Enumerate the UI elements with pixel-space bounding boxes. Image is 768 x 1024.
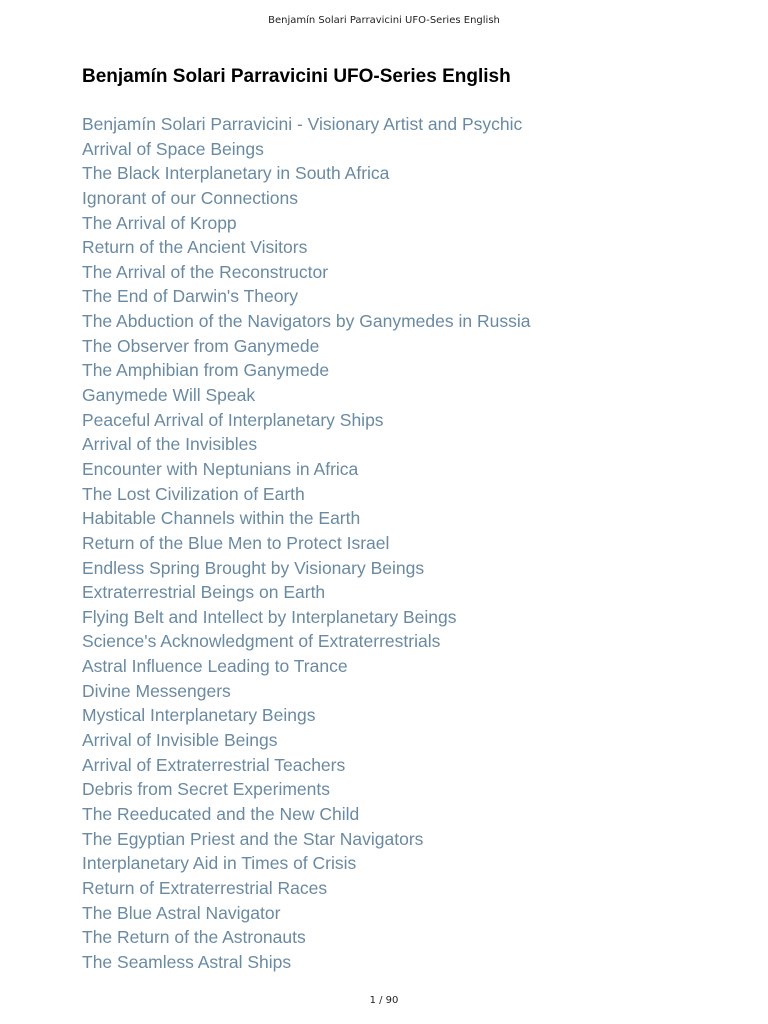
toc-link[interactable]: Endless Spring Brought by Visionary Beings [82, 557, 425, 578]
toc-item [82, 876, 530, 901]
toc-link[interactable]: The Abduction of the Navigators by Ganymedes in Russia [82, 311, 531, 332]
toc-item [82, 383, 530, 408]
toc-item [82, 432, 530, 457]
toc-link[interactable]: Flying Belt and Intellect by Interplanetary Beings [82, 606, 457, 627]
toc-item [82, 901, 530, 926]
toc-link[interactable]: Mystical Interplanetary Beings [82, 705, 316, 726]
toc-link[interactable]: The Seamless Astral Ships [82, 951, 292, 972]
toc-link[interactable]: The Blue Astral Navigator [82, 902, 281, 923]
toc-link[interactable]: Benjamín Solari Parravicini - Visionary Artist and Psychic [82, 114, 523, 134]
toc-item [82, 728, 530, 753]
toc-link[interactable]: Divine Messengers [82, 680, 231, 701]
toc-item [82, 531, 530, 556]
toc-item [82, 186, 530, 211]
toc-link[interactable]: Return of the Blue Men to Protect Israel [82, 532, 390, 553]
toc-item [82, 703, 530, 728]
toc-item [82, 408, 530, 433]
toc-item [82, 137, 530, 162]
toc-link[interactable]: Interplanetary Aid in Times of Crisis [82, 853, 357, 874]
document-title: Benjamín Solari Parravicini UFO-Series English [82, 66, 511, 87]
toc-link[interactable]: Arrival of Space Beings [82, 138, 264, 159]
toc-link[interactable]: The Observer from Ganymede [82, 335, 320, 356]
toc-item [82, 457, 530, 482]
toc-link[interactable]: The Black Interplanetary in South Africa [82, 163, 390, 184]
page-indicator: 1 / 90 [369, 995, 399, 1006]
toc-item [82, 827, 530, 852]
toc-item [82, 211, 530, 236]
toc-item [82, 482, 530, 507]
toc-link[interactable]: Extraterrestrial Beings on Earth [82, 582, 326, 603]
toc-link[interactable]: The Egyptian Priest and the Star Navigators [82, 828, 424, 849]
toc-item [82, 605, 530, 630]
toc-item [82, 260, 530, 285]
running-header: Benjamín Solari Parravicini UFO-Series English [268, 15, 500, 26]
toc-link[interactable]: Debris from Secret Experiments [82, 779, 330, 800]
toc-item [82, 950, 530, 975]
toc-link[interactable]: Return of the Ancient Visitors [82, 237, 308, 258]
toc-link[interactable]: The End of Darwin's Theory [82, 286, 299, 307]
toc-item [82, 679, 530, 704]
toc-link[interactable]: Astral Influence Leading to Trance [82, 656, 348, 677]
toc-item [82, 161, 530, 186]
toc-link[interactable]: Arrival of Extraterrestrial Teachers [82, 754, 346, 775]
toc-item [82, 925, 530, 950]
toc-link[interactable]: The Arrival of the Reconstructor [82, 261, 329, 282]
toc-link[interactable]: Ignorant of our Connections [82, 187, 298, 208]
toc-link[interactable]: The Lost Civilization of Earth [82, 483, 305, 504]
toc-item [82, 506, 530, 531]
toc-link[interactable]: Ganymede Will Speak [82, 385, 256, 406]
toc-link[interactable]: The Arrival of Kropp [82, 212, 237, 233]
toc-link[interactable]: The Reeducated and the New Child [82, 803, 360, 824]
toc-item [82, 777, 530, 802]
toc-link[interactable]: Return of Extraterrestrial Races [82, 877, 328, 898]
toc-link[interactable]: Encounter with Neptunians in Africa [82, 458, 359, 479]
table-of-contents [82, 112, 530, 974]
toc-link[interactable]: The Return of the Astronauts [82, 927, 306, 948]
toc-link[interactable]: Arrival of Invisible Beings [82, 730, 278, 751]
toc-item [82, 753, 530, 778]
toc-item [82, 235, 530, 260]
toc-item [82, 851, 530, 876]
toc-item [82, 556, 530, 581]
toc-link[interactable]: Science's Acknowledgment of Extraterrestrials [82, 631, 441, 652]
toc-item [82, 580, 530, 605]
toc-item [82, 654, 530, 679]
toc-link[interactable]: Habitable Channels within the Earth [82, 508, 361, 529]
toc-item [82, 112, 530, 137]
toc-item [82, 309, 530, 334]
toc-item [82, 334, 530, 359]
toc-item [82, 629, 530, 654]
toc-item [82, 802, 530, 827]
toc-link[interactable]: Arrival of the Invisibles [82, 434, 258, 455]
toc-link[interactable]: The Amphibian from Ganymede [82, 360, 330, 381]
toc-item [82, 284, 530, 309]
toc-item [82, 358, 530, 383]
toc-link[interactable]: Peaceful Arrival of Interplanetary Ships [82, 409, 384, 430]
